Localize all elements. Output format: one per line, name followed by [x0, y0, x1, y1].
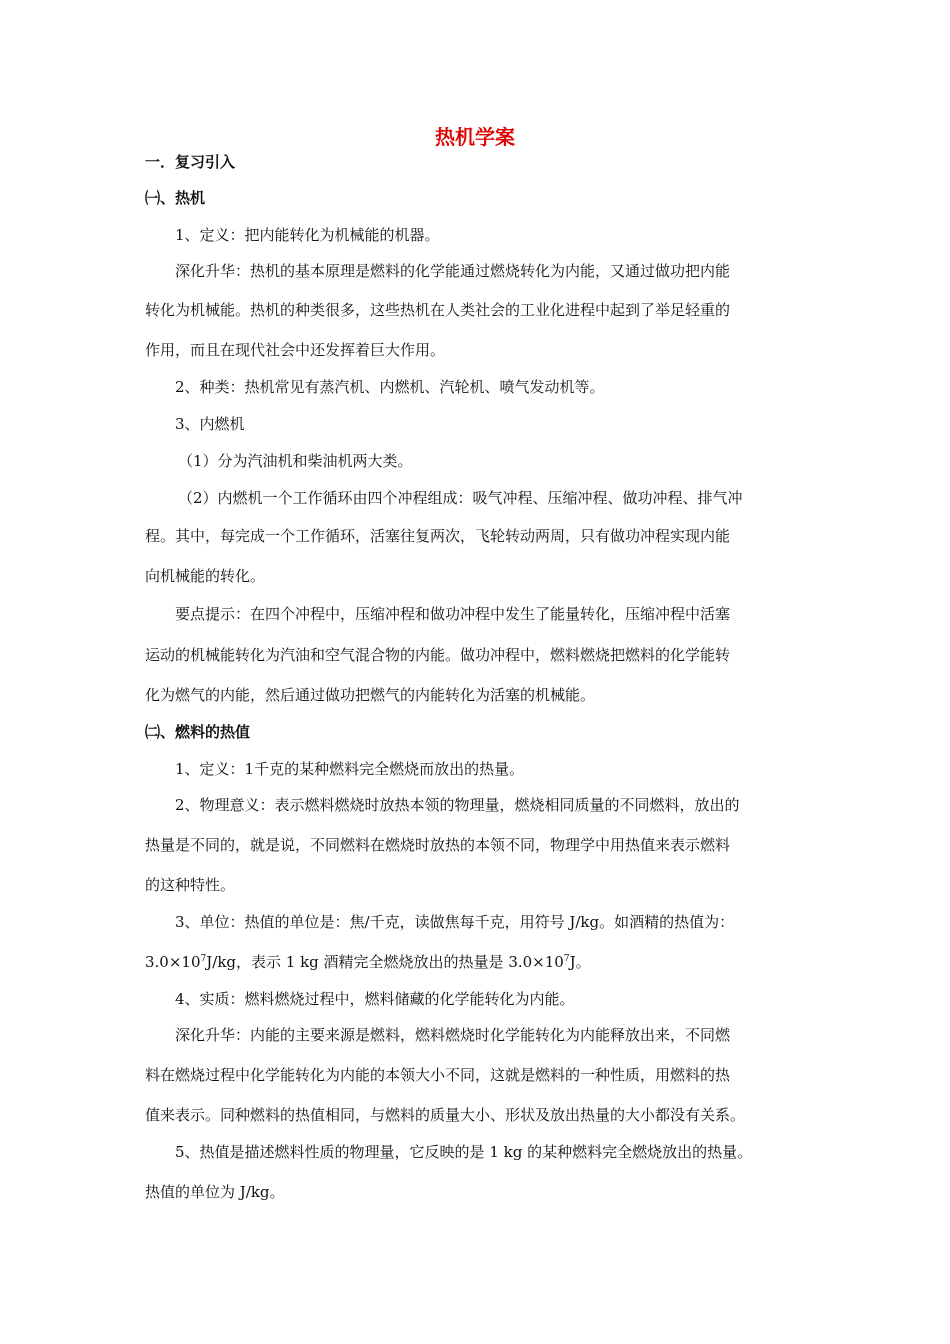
exponent: 7	[563, 954, 570, 964]
paragraph-line: 1、定义：1千克的某种燃料完全燃烧而放出的热量。	[175, 760, 525, 778]
paragraph-line: 热量是不同的，就是说，不同燃料在燃烧时放热的本领不同，物理学中用热值来表示燃料	[145, 836, 731, 854]
document-title: 热机学案	[435, 125, 515, 149]
paragraph-line: 3、单位：热值的单位是：焦/千克，读做焦每千克，用符号 J/kg。如酒精的热值为：	[175, 913, 735, 931]
paragraph-line: 深化升华：热机的基本原理是燃料的化学能通过燃烧转化为内能，又通过做功把内能	[175, 262, 731, 280]
paragraph-line: 2、物理意义：表示燃料燃烧时放热本领的物理量，燃烧相同质量的不同燃料，放出的	[175, 796, 740, 814]
formula-part: J。	[569, 953, 591, 971]
formula-part: J/kg，表示 1 kg 酒精完全燃烧放出的热量是 3.0×10	[206, 953, 564, 971]
paragraph-line: （1）分为汽油机和柴油机两大类。	[178, 452, 413, 470]
paragraph-line: 4、实质：燃料燃烧过程中，燃料储藏的化学能转化为内能。	[175, 990, 575, 1008]
paragraph-line: 程。其中，每完成一个工作循环，活塞往复两次，飞轮转动两周，只有做功冲程实现内能	[145, 527, 731, 545]
paragraph-line: （2）内燃机一个工作循环由四个冲程组成：吸气冲程、压缩冲程、做功冲程、排气冲	[178, 489, 743, 507]
paragraph-line: 2、种类：热机常见有蒸汽机、内燃机、汽轮机、喷气发动机等。	[175, 378, 605, 396]
paragraph-line: 作用，而且在现代社会中还发挥着巨大作用。	[145, 341, 446, 359]
paragraph-line: 转化为机械能。热机的种类很多，这些热机在人类社会的工业化进程中起到了举足轻重的	[145, 301, 731, 319]
paragraph-line: 值来表示。同种燃料的热值相同，与燃料的质量大小、形状及放出热量的大小都没有关系。	[145, 1106, 746, 1124]
paragraph-line: 热值的单位为 J/kg。	[145, 1183, 285, 1201]
paragraph-line: 5、热值是描述燃料性质的物理量，它反映的是 1 kg 的某种燃料完全燃烧放出的热量。	[175, 1143, 753, 1161]
formula-line	[145, 951, 591, 973]
paragraph-line: 运动的机械能转化为汽油和空气混合物的内能。做功冲程中，燃料燃烧把燃料的化学能转	[145, 646, 731, 664]
paragraph-line: 深化升华：内能的主要来源是燃料，燃料燃烧时化学能转化为内能释放出来，不同燃	[175, 1026, 731, 1044]
paragraph-line: 要点提示：在四个冲程中，压缩冲程和做功冲程中发生了能量转化，压缩冲程中活塞	[175, 605, 731, 623]
subsection-heading-heat-engine: ㈠、热机	[145, 189, 206, 207]
paragraph-line: 化为燃气的内能，然后通过做功把燃气的内能转化为活塞的机械能。	[145, 686, 596, 704]
paragraph-line: 向机械能的转化。	[145, 567, 266, 585]
formula-part: 3.0×10	[145, 953, 201, 971]
paragraph-line: 3、内燃机	[175, 415, 245, 433]
paragraph-line: 1、定义：把内能转化为机械能的机器。	[175, 226, 440, 244]
exponent: 7	[200, 954, 207, 964]
paragraph-line: 的这种特性。	[145, 876, 236, 894]
paragraph-line: 料在燃烧过程中化学能转化为内能的本领大小不同，这就是燃料的一种性质，用燃料的热	[145, 1066, 731, 1084]
section-heading-review: 一．复习引入	[145, 153, 236, 171]
subsection-heading-fuel-heat-value: ㈡、燃料的热值	[145, 723, 251, 741]
